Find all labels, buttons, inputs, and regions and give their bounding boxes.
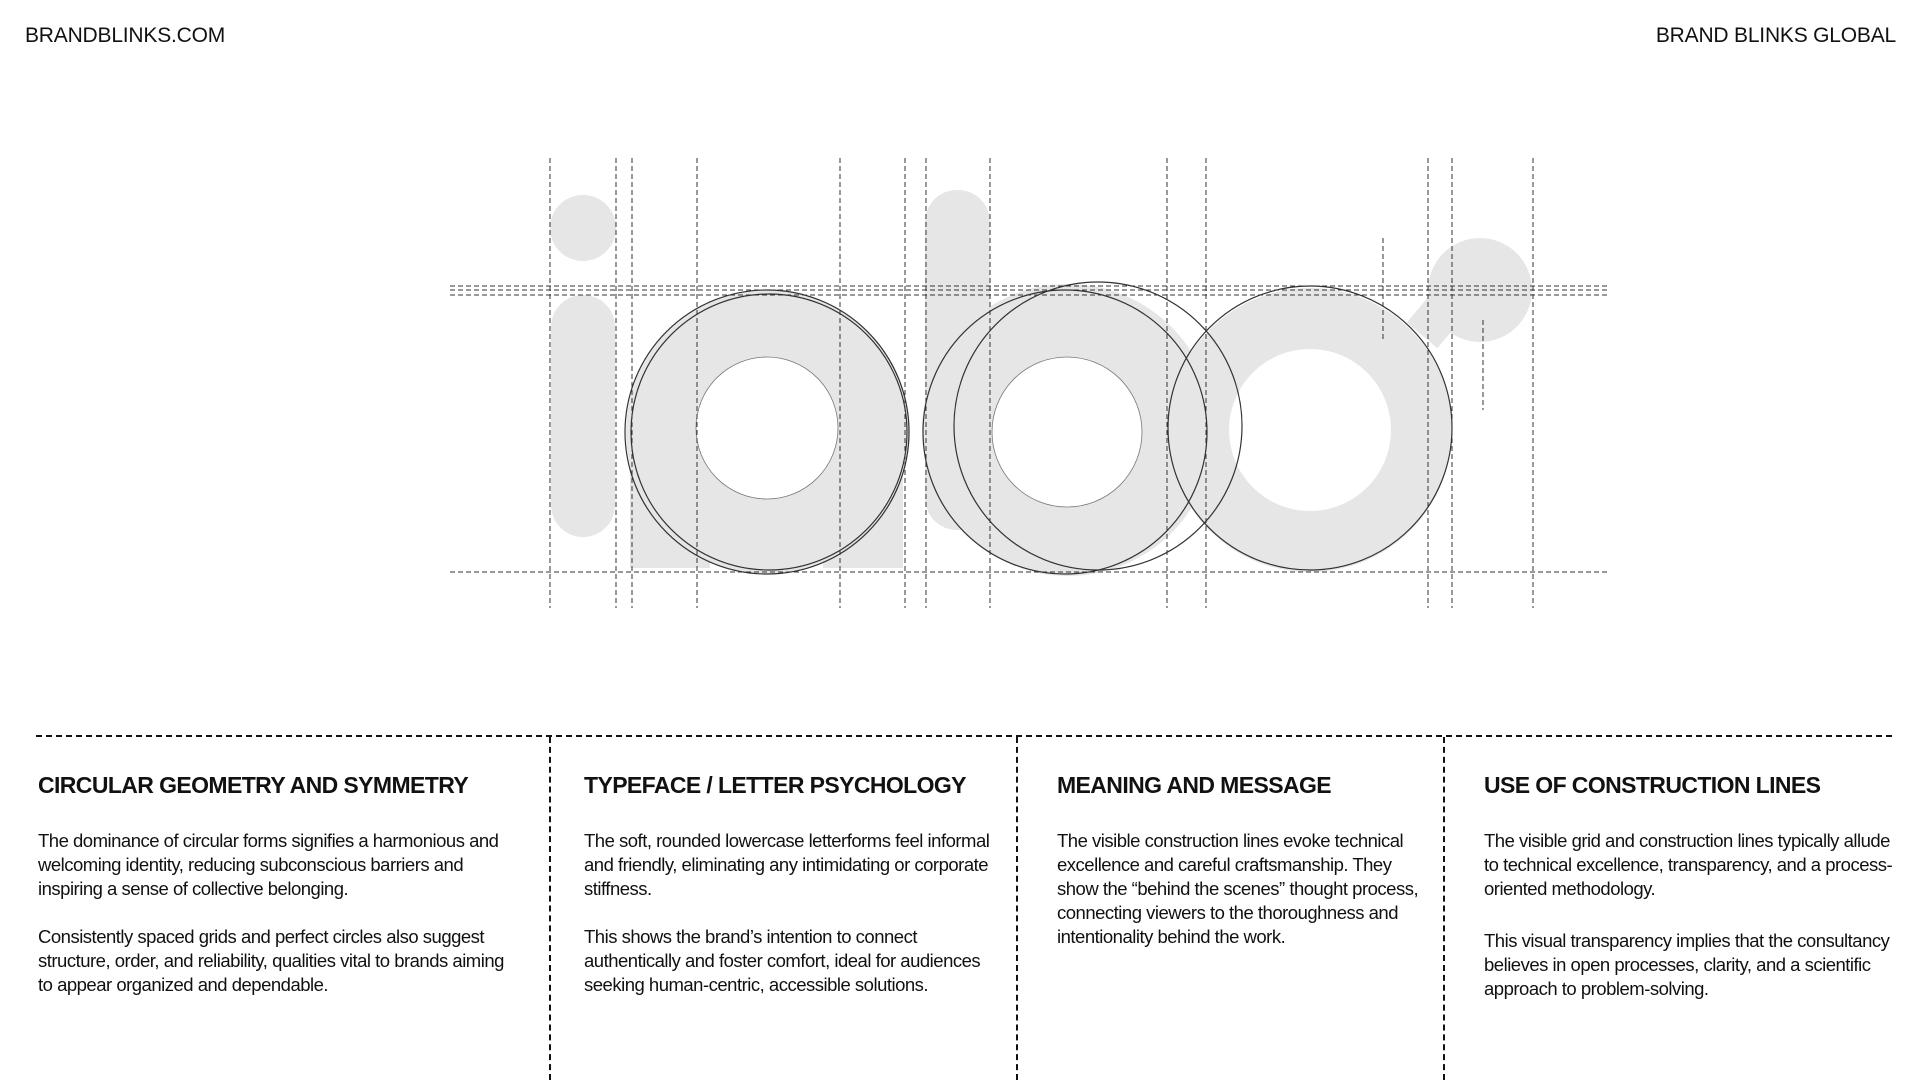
- column-title: USE OF CONSTRUCTION LINES: [1484, 772, 1821, 798]
- section-divider: [36, 735, 1892, 737]
- column-paragraph: Consistently spaced grids and perfect circles also suggest structure, order, and reliability, qualities vital to brands aiming to appear organized and dependable.: [38, 926, 504, 995]
- column-typeface-psychology: [584, 772, 994, 1021]
- column-construction-lines: [1484, 772, 1904, 1025]
- column-paragraph: This visual transparency implies that the consultancy believes in open processes, clarity, and a scientific approach to problem-solving.: [1484, 930, 1890, 999]
- brand-name-label: BRAND BLINKS GLOBAL: [1655, 24, 1896, 47]
- site-url-label: BRANDBLINKS.COM: [25, 24, 226, 47]
- column-title: TYPEFACE / LETTER PSYCHOLOGY: [584, 772, 966, 798]
- column-paragraph: The dominance of circular forms signifies a harmonious and welcoming identity, reducing subconscious barriers and inspiring a sense of collective belonging.: [38, 830, 499, 899]
- column-paragraph: The visible construction lines evoke technical excellence and careful craftsmanship. They show the “behind the scenes” thought process, connecting viewers to the thoroughness and intentionality behind the work.: [1057, 830, 1419, 947]
- column-title: CIRCULAR GEOMETRY AND SYMMETRY: [38, 772, 469, 798]
- column-separator: [1016, 737, 1018, 1080]
- column-meaning-message: [1057, 768, 1419, 973]
- column-paragraph: The visible grid and construction lines typically allude to technical excellence, transparency, and a process-oriented methodology.: [1484, 830, 1893, 899]
- column-title: MEANING AND MESSAGE: [1057, 772, 1331, 798]
- column-paragraph: This shows the brand’s intention to connect authentically and foster comfort, ideal for audiences seeking human-centric, accessible solutions.: [584, 926, 981, 995]
- column-separator: [549, 737, 551, 1080]
- column-separator: [1443, 737, 1445, 1080]
- column-circular-geometry: [38, 772, 518, 1021]
- column-paragraph: The soft, rounded lowercase letterforms feel informal and friendly, eliminating any intimidating or corporate stiffness.: [584, 830, 990, 899]
